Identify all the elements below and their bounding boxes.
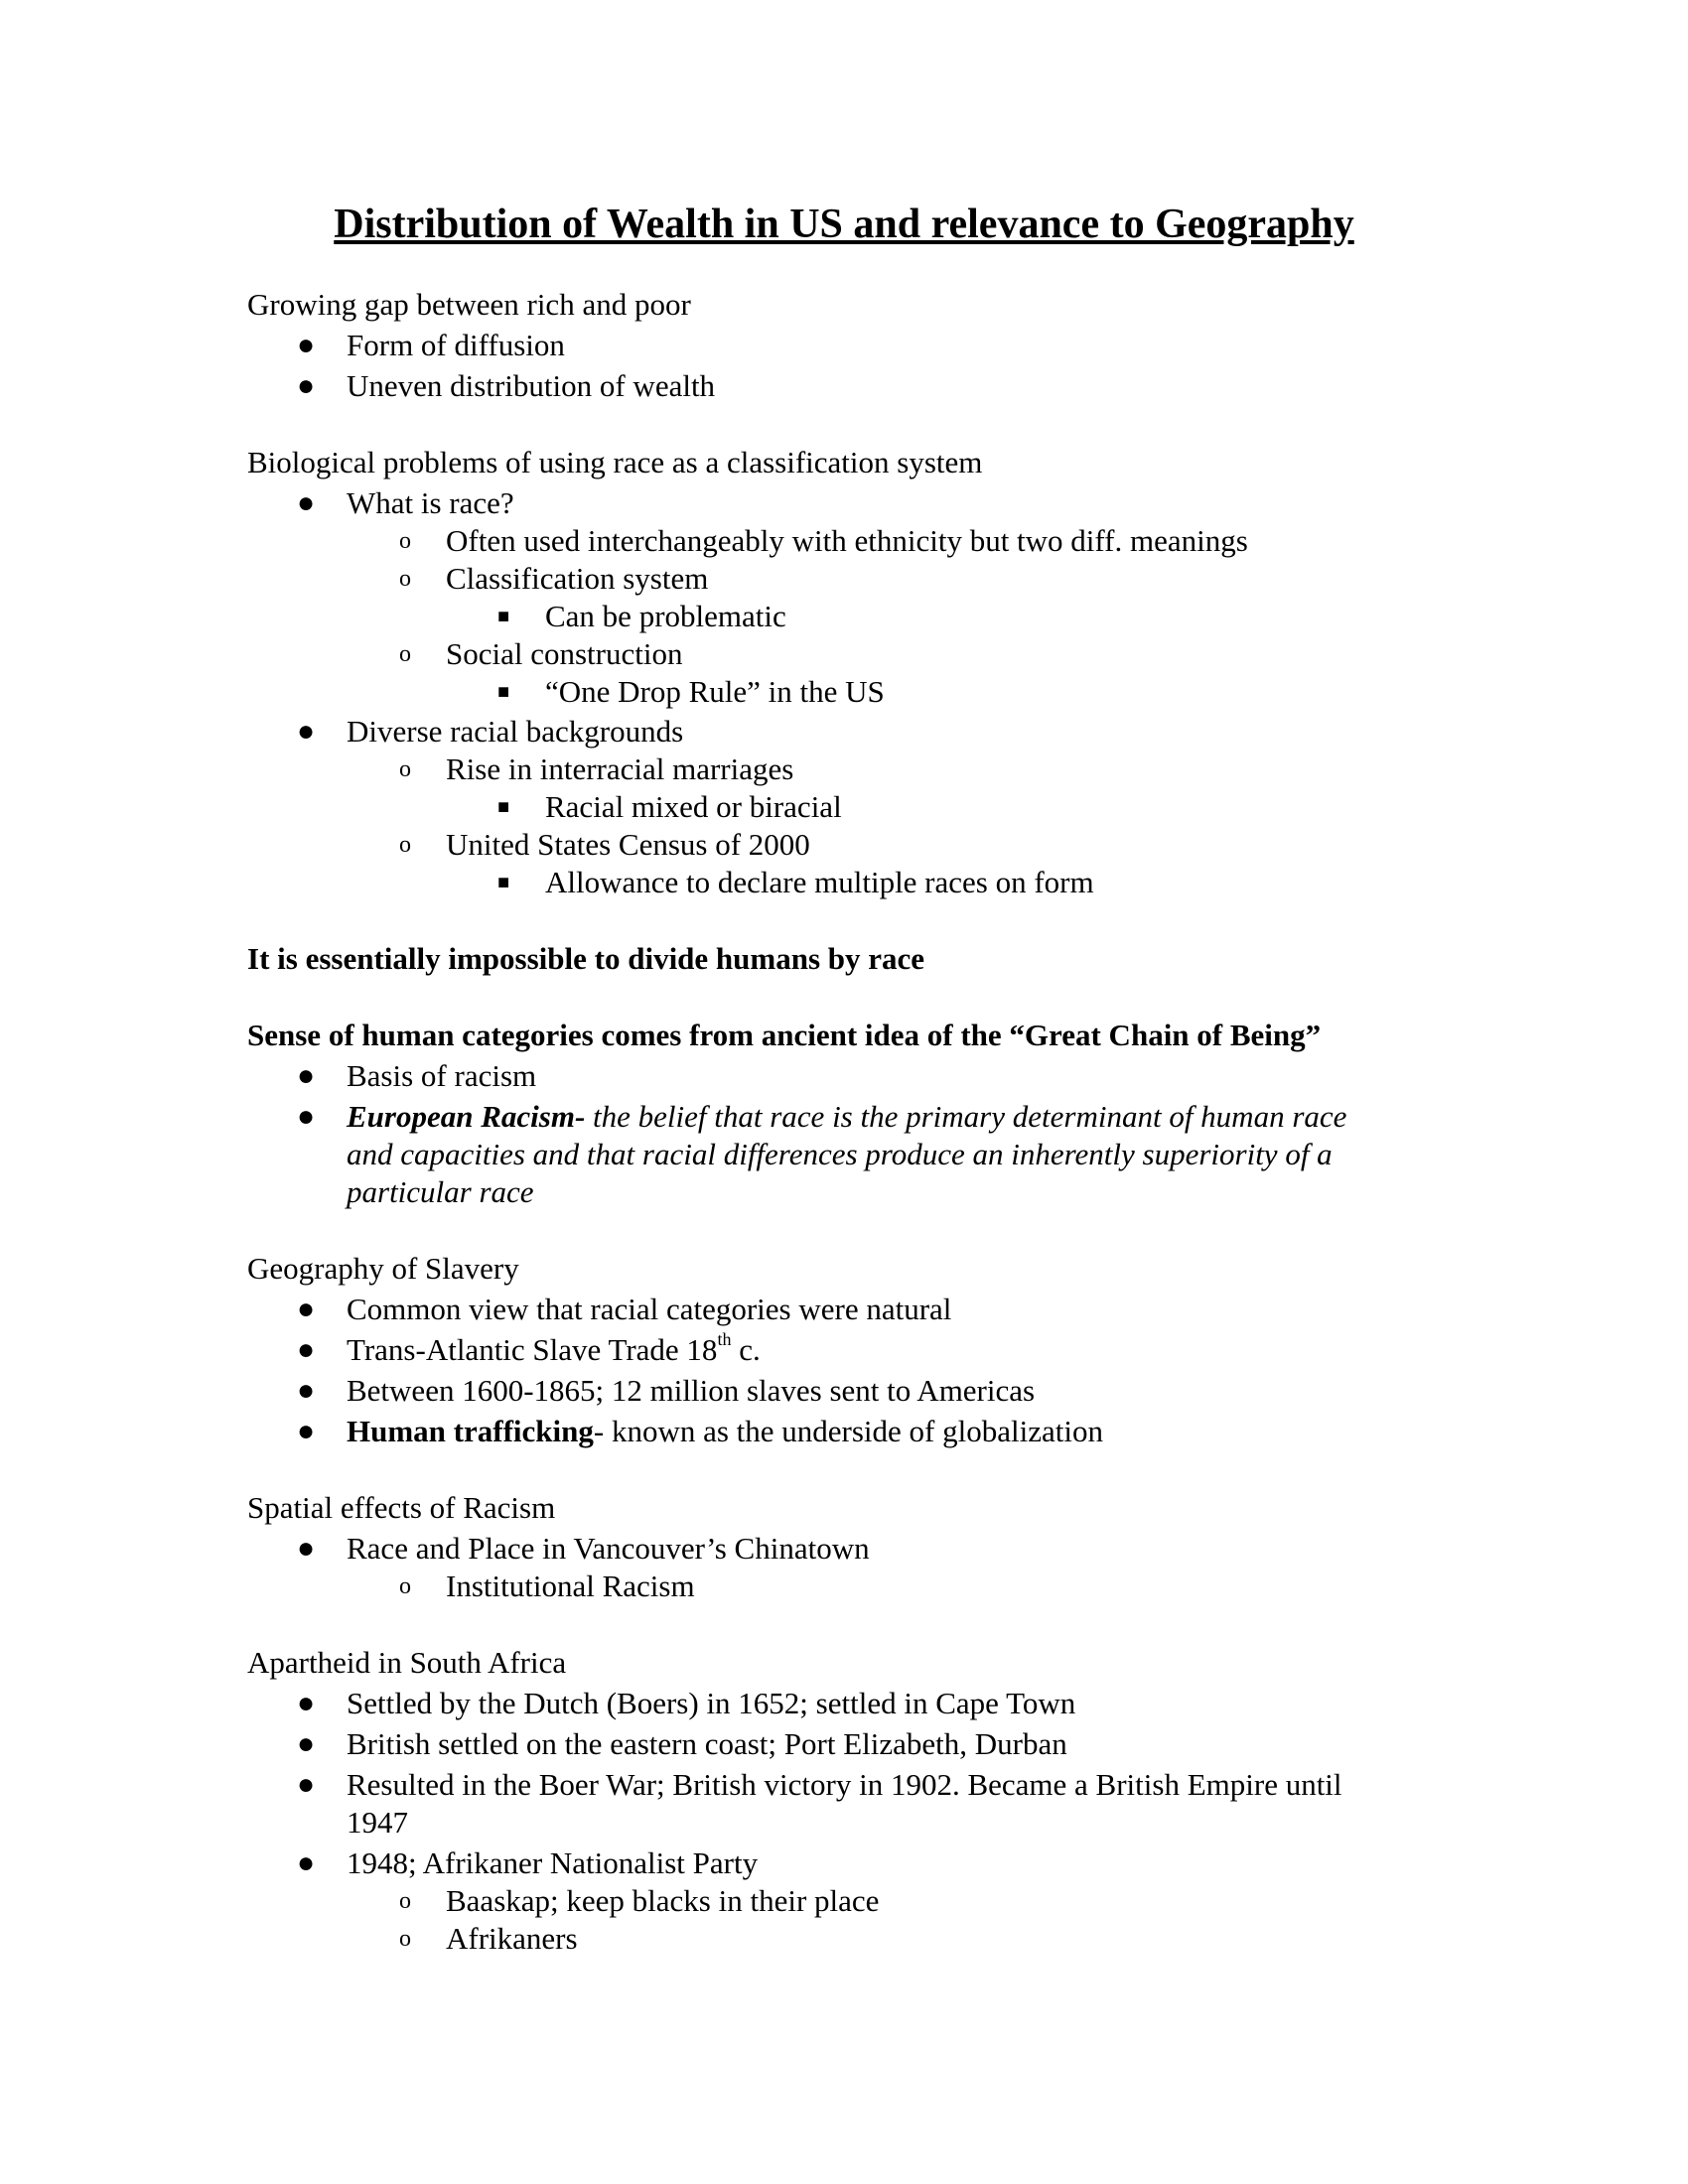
section-heading-apartheid: Apartheid in South Africa xyxy=(247,1645,567,1680)
bullet-circle: o xyxy=(399,832,411,858)
list-item: Often used interchangeably with ethnicity but two diff. meanings xyxy=(446,523,1248,558)
list-item: Basis of racism xyxy=(347,1058,537,1093)
bullet-circle: o xyxy=(399,528,411,554)
superscript: th xyxy=(717,1328,732,1349)
bullet-disc: ● xyxy=(297,1374,316,1407)
list-item: Racial mixed or biracial xyxy=(545,789,842,824)
bullet-disc: ● xyxy=(297,715,316,748)
section-heading-chain: Sense of human categories comes from ancient idea of the “Great Chain of Being” xyxy=(247,1018,1322,1052)
list-item xyxy=(347,1413,1103,1450)
definition-text: and capacities and that racial differences produce an inherently superiority of a xyxy=(347,1137,1333,1171)
term-human-trafficking: Human trafficking xyxy=(347,1414,594,1448)
list-item xyxy=(347,1328,761,1369)
list-item: 1948; Afrikaner Nationalist Party xyxy=(347,1845,759,1880)
bullet-disc: ● xyxy=(297,1846,316,1879)
list-item: Baaskap; keep blacks in their place xyxy=(446,1883,880,1918)
bullet-circle: o xyxy=(399,756,411,782)
bullet-disc: ● xyxy=(297,1059,316,1092)
bullet-disc: ● xyxy=(297,1532,316,1565)
bullet-square: ■ xyxy=(497,872,510,893)
bullet-circle: o xyxy=(399,1926,411,1952)
definition-text: - known as the underside of globalization xyxy=(593,1414,1103,1448)
section-heading-gap: Growing gap between rich and poor xyxy=(247,287,691,322)
list-item: Between 1600-1865; 12 million slaves sent to Americas xyxy=(347,1373,1036,1408)
list-item-text: c. xyxy=(731,1332,761,1367)
bullet-circle: o xyxy=(399,1888,411,1914)
definition-text: the belief that race is the primary determinant of human race xyxy=(585,1099,1347,1134)
bullet-disc: ● xyxy=(297,329,316,361)
list-item: Form of diffusion xyxy=(347,328,565,362)
list-item: Institutional Racism xyxy=(446,1569,695,1603)
list-item: Resulted in the Boer War; British victory in 1902. Became a British Empire until xyxy=(347,1767,1342,1802)
list-item: Afrikaners xyxy=(446,1921,578,1956)
list-item: Social construction xyxy=(446,636,683,671)
list-item: “One Drop Rule” in the US xyxy=(545,674,885,709)
bullet-disc: ● xyxy=(297,1687,316,1719)
bullet-disc: ● xyxy=(297,1100,316,1133)
bullet-disc: ● xyxy=(297,1727,316,1760)
bullet-circle: o xyxy=(399,566,411,592)
bullet-disc: ● xyxy=(297,1415,316,1447)
bullet-square: ■ xyxy=(497,606,510,627)
list-item: Can be problematic xyxy=(545,599,786,633)
bullet-disc: ● xyxy=(297,1333,316,1366)
list-item: Race and Place in Vancouver’s Chinatown xyxy=(347,1531,870,1566)
list-item: Settled by the Dutch (Boers) in 1652; settled in Cape Town xyxy=(347,1686,1076,1720)
bullet-disc: ● xyxy=(297,369,316,402)
term-european-racism: European Racism- xyxy=(347,1099,586,1134)
list-item: British settled on the eastern coast; Port Elizabeth, Durban xyxy=(347,1726,1067,1761)
statement-impossible: It is essentially impossible to divide humans by race xyxy=(247,941,925,976)
list-item: United States Census of 2000 xyxy=(446,827,810,862)
list-item: Uneven distribution of wealth xyxy=(347,368,716,403)
bullet-disc: ● xyxy=(297,486,316,519)
list-item: Classification system xyxy=(446,561,709,596)
definition-text: particular race xyxy=(347,1174,534,1209)
list-item: Allowance to declare multiple races on form xyxy=(545,865,1094,899)
section-heading-slavery: Geography of Slavery xyxy=(247,1251,519,1286)
list-item: Common view that racial categories were natural xyxy=(347,1292,952,1326)
bullet-disc: ● xyxy=(297,1768,316,1801)
list-item-text: Trans-Atlantic Slave Trade 18 xyxy=(347,1332,718,1367)
bullet-circle: o xyxy=(399,641,411,667)
list-item xyxy=(347,1098,1346,1136)
page-title: Distribution of Wealth in US and relevance to Geography xyxy=(334,202,1354,247)
bullet-square: ■ xyxy=(497,681,510,703)
section-heading-spatial: Spatial effects of Racism xyxy=(247,1490,556,1525)
section-heading-bio: Biological problems of using race as a classification system xyxy=(247,445,983,479)
list-item: What is race? xyxy=(347,485,514,520)
list-item: Diverse racial backgrounds xyxy=(347,714,684,749)
list-item: 1947 xyxy=(347,1805,408,1840)
bullet-disc: ● xyxy=(297,1293,316,1325)
bullet-square: ■ xyxy=(497,796,510,818)
bullet-circle: o xyxy=(399,1573,411,1599)
list-item: Rise in interracial marriages xyxy=(446,751,794,786)
